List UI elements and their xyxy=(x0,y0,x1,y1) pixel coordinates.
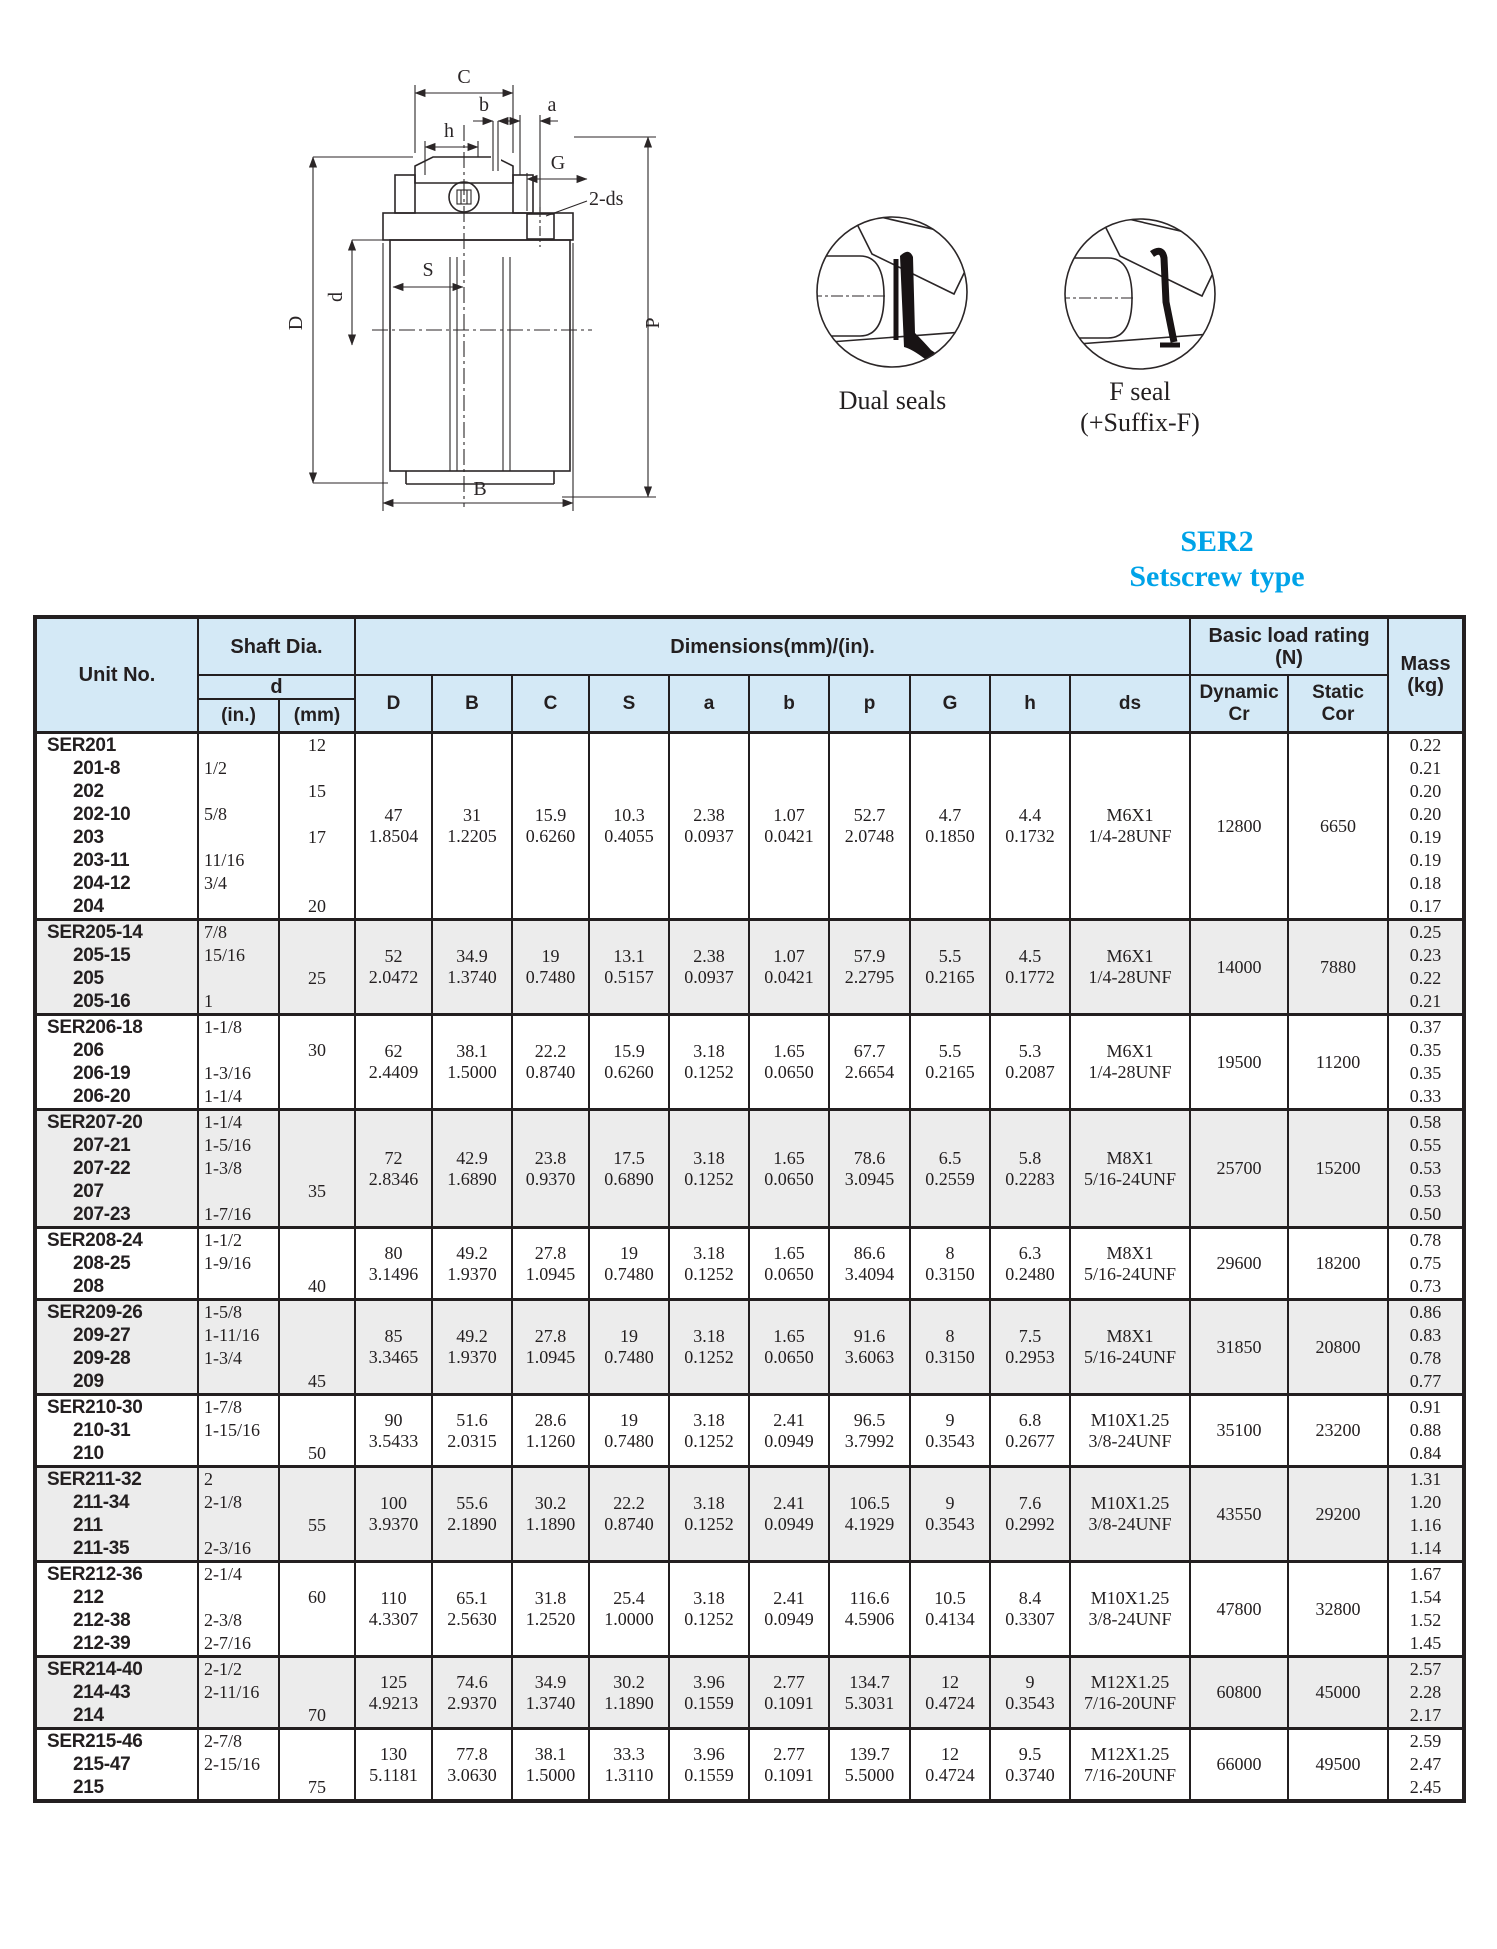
dual-seals-detail xyxy=(812,212,972,372)
header-col-B: B xyxy=(432,675,512,733)
dim-G-cell: 12 0.4724 xyxy=(910,1729,990,1802)
shaft-dia-mm-cell: 25 xyxy=(279,920,355,1015)
dim-a-cell: 3.18 0.1252 xyxy=(669,1562,749,1657)
f-seal-caption-line1: F seal xyxy=(1109,377,1171,406)
dim-p-cell: 106.5 4.1929 xyxy=(829,1467,910,1562)
dim-b-cell: 1.07 0.0421 xyxy=(749,733,829,920)
dynamic-cr-cell: 12800 xyxy=(1190,733,1288,920)
dim-S-cell: 33.3 1.3110 xyxy=(589,1729,669,1802)
dual-seals-caption: Dual seals xyxy=(838,386,947,415)
dim-p-cell: 52.7 2.0748 xyxy=(829,733,910,920)
header-mass-line1: Mass xyxy=(1400,653,1451,675)
dim-C-cell: 23.8 0.9370 xyxy=(512,1110,589,1228)
dim-B-cell: 49.2 1.9370 xyxy=(432,1228,512,1300)
mass-cell: 0.78 0.75 0.73 xyxy=(1388,1228,1464,1300)
header-in: (in.) xyxy=(198,699,279,733)
dim-G-cell: 12 0.4724 xyxy=(910,1657,990,1729)
dim-h-cell: 6.3 0.2480 xyxy=(990,1228,1070,1300)
dim-p-cell: 116.6 4.5906 xyxy=(829,1562,910,1657)
dim-h-cell: 8.4 0.3307 xyxy=(990,1562,1070,1657)
mass-cell: 0.91 0.88 0.84 xyxy=(1388,1395,1464,1467)
header-static-cor xyxy=(1288,675,1388,733)
dim-G-cell: 9 0.3543 xyxy=(910,1467,990,1562)
dim-ds-cell: M8X1 5/16-24UNF xyxy=(1070,1300,1190,1395)
dim-p-cell: 57.9 2.2795 xyxy=(829,920,910,1015)
unit-no-cell: SER208-24 208-25 208 xyxy=(35,1228,198,1300)
dim-label-c: C xyxy=(457,66,471,88)
dim-label-D: D xyxy=(285,315,307,331)
dim-B-cell: 38.1 1.5000 xyxy=(432,1015,512,1110)
dim-C-cell: 27.8 1.0945 xyxy=(512,1228,589,1300)
table-row xyxy=(35,1110,1464,1228)
dim-C-cell: 38.1 1.5000 xyxy=(512,1729,589,1802)
shaft xyxy=(390,240,570,471)
dim-S-cell: 25.4 1.0000 xyxy=(589,1562,669,1657)
dim-label-g: G xyxy=(550,152,566,174)
dim-h-cell: 9.5 0.3740 xyxy=(990,1729,1070,1802)
dim-a-cell: 3.18 0.1252 xyxy=(669,1467,749,1562)
header-dynamic-cr xyxy=(1190,675,1288,733)
shaft-dia-in-cell: 1-7/8 1-15/16 xyxy=(198,1395,279,1467)
dim-b-cell: 1.65 0.0650 xyxy=(749,1015,829,1110)
table-row xyxy=(35,1395,1464,1467)
dim-h-cell: 5.8 0.2283 xyxy=(990,1110,1070,1228)
header-mass-line2: (kg) xyxy=(1407,675,1444,697)
dynamic-cr-cell: 19500 xyxy=(1190,1015,1288,1110)
shaft-dia-mm-cell: 75 xyxy=(279,1729,355,1802)
dim-b-cell: 2.41 0.0949 xyxy=(749,1562,829,1657)
dim-a-cell: 3.96 0.1559 xyxy=(669,1657,749,1729)
dim-ds-cell: M6X1 1/4-28UNF xyxy=(1070,920,1190,1015)
dim-G-cell: 5.5 0.2165 xyxy=(910,920,990,1015)
collar-band xyxy=(383,213,573,240)
dim-S-cell: 19 0.7480 xyxy=(589,1300,669,1395)
dim-S-cell: 17.5 0.6890 xyxy=(589,1110,669,1228)
dim-b-cell: 1.65 0.0650 xyxy=(749,1228,829,1300)
dim-p-cell: 139.7 5.5000 xyxy=(829,1729,910,1802)
dim-a-cell: 3.18 0.1252 xyxy=(669,1110,749,1228)
shaft-dia-mm-cell: 30 xyxy=(279,1015,355,1110)
header-dynamic-line2: Cr xyxy=(1228,703,1250,725)
dim-C-cell: 28.6 1.1260 xyxy=(512,1395,589,1467)
dim-ds-cell: M8X1 5/16-24UNF xyxy=(1070,1110,1190,1228)
dim-label-2ds: 2-ds xyxy=(589,188,624,210)
dim-B-cell: 34.9 1.3740 xyxy=(432,920,512,1015)
shaft-dia-in-cell: 2-1/2 2-11/16 xyxy=(198,1657,279,1729)
dim-B-cell: 55.6 2.1890 xyxy=(432,1467,512,1562)
static-cor-cell: 20800 xyxy=(1288,1300,1388,1395)
dim-b-cell: 2.41 0.0949 xyxy=(749,1395,829,1467)
spec-table-header xyxy=(35,617,1464,733)
shaft-dia-mm-cell: 55 xyxy=(279,1467,355,1562)
shaft-dia-mm-cell: 50 xyxy=(279,1395,355,1467)
dim-D-cell: 110 4.3307 xyxy=(355,1562,432,1657)
shaft-dia-in-cell: 2 2-1/8 2-3/16 xyxy=(198,1467,279,1562)
dim-D-cell: 47 1.8504 xyxy=(355,733,432,920)
header-col-h: h xyxy=(990,675,1070,733)
mass-cell: 1.67 1.54 1.52 1.45 xyxy=(1388,1562,1464,1657)
dim-S-cell: 13.1 0.5157 xyxy=(589,920,669,1015)
dim-b-cell: 1.65 0.0650 xyxy=(749,1300,829,1395)
mass-cell: 0.86 0.83 0.78 0.77 xyxy=(1388,1300,1464,1395)
header-col-b: b xyxy=(749,675,829,733)
mass-cell: 0.58 0.55 0.53 0.53 0.50 xyxy=(1388,1110,1464,1228)
dim-label-a: a xyxy=(547,94,557,116)
f-seal-caption xyxy=(1040,376,1240,438)
dim-ds-cell: M12X1.25 7/16-20UNF xyxy=(1070,1729,1190,1802)
dim-ds-cell: M12X1.25 7/16-20UNF xyxy=(1070,1657,1190,1729)
dim-B-cell: 31 1.2205 xyxy=(432,733,512,920)
static-cor-cell: 32800 xyxy=(1288,1562,1388,1657)
dim-S-cell: 22.2 0.8740 xyxy=(589,1467,669,1562)
header-col-G: G xyxy=(910,675,990,733)
dim-D-cell: 80 3.1496 xyxy=(355,1228,432,1300)
table-row xyxy=(35,1729,1464,1802)
dim-S-cell: 19 0.7480 xyxy=(589,1228,669,1300)
dim-p-cell: 78.6 3.0945 xyxy=(829,1110,910,1228)
unit-no-cell: SER214-40 214-43 214 xyxy=(35,1657,198,1729)
dim-a-cell: 3.18 0.1252 xyxy=(669,1395,749,1467)
series-type: Setscrew type xyxy=(1129,560,1305,593)
header-col-S: S xyxy=(589,675,669,733)
series-headline xyxy=(1092,524,1342,594)
series-name: SER2 xyxy=(1180,525,1254,558)
table-row xyxy=(35,1015,1464,1110)
dim-B-cell: 51.6 2.0315 xyxy=(432,1395,512,1467)
dim-h-cell: 6.8 0.2677 xyxy=(990,1395,1070,1467)
dim-ds-cell: M10X1.25 3/8-24UNF xyxy=(1070,1467,1190,1562)
header-dynamic-line1: Dynamic xyxy=(1199,681,1279,703)
table-row xyxy=(35,920,1464,1015)
dim-S-cell: 30.2 1.1890 xyxy=(589,1657,669,1729)
header-static-line1: Static xyxy=(1312,681,1364,703)
table-row xyxy=(35,1467,1464,1562)
dim-p-cell: 134.7 5.3031 xyxy=(829,1657,910,1729)
shaft-dia-mm-cell: 40 xyxy=(279,1228,355,1300)
header-d: d xyxy=(198,675,355,699)
shaft-dia-in-cell: 1-1/8 1-3/16 1-1/4 xyxy=(198,1015,279,1110)
shaft-dia-in-cell: 1/2 5/8 11/16 3/4 xyxy=(198,733,279,920)
shaft-dia-in-cell: 1-5/8 1-11/16 1-3/4 xyxy=(198,1300,279,1395)
static-cor-cell: 18200 xyxy=(1288,1228,1388,1300)
header-col-a: a xyxy=(669,675,749,733)
inner-ring-right xyxy=(513,175,533,213)
dim-B-cell: 74.6 2.9370 xyxy=(432,1657,512,1729)
dim-S-cell: 10.3 0.4055 xyxy=(589,733,669,920)
header-static-line2: Cor xyxy=(1321,703,1355,725)
mass-cell: 0.22 0.21 0.20 0.20 0.19 0.19 0.18 0.17 xyxy=(1388,733,1464,920)
table-row xyxy=(35,1300,1464,1395)
spec-table-body xyxy=(35,733,1464,1802)
dim-G-cell: 8 0.3150 xyxy=(910,1228,990,1300)
dim-C-cell: 27.8 1.0945 xyxy=(512,1300,589,1395)
header-dimensions: Dimensions(mm)/(in). xyxy=(355,617,1190,675)
unit-no-cell: SER207-20 207-21 207-22 207 207-23 xyxy=(35,1110,198,1228)
dim-S-cell: 15.9 0.6260 xyxy=(589,1015,669,1110)
header-col-p: p xyxy=(829,675,910,733)
table-row xyxy=(35,733,1464,920)
shaft-dia-in-cell: 2-7/8 2-15/16 xyxy=(198,1729,279,1802)
dynamic-cr-cell: 43550 xyxy=(1190,1467,1288,1562)
dim-b-cell: 2.77 0.1091 xyxy=(749,1657,829,1729)
dynamic-cr-cell: 25700 xyxy=(1190,1110,1288,1228)
static-cor-cell: 11200 xyxy=(1288,1015,1388,1110)
dim-b-cell: 2.41 0.0949 xyxy=(749,1467,829,1562)
dynamic-cr-cell: 14000 xyxy=(1190,920,1288,1015)
dim-label-b: b xyxy=(479,94,489,116)
mass-cell: 2.59 2.47 2.45 xyxy=(1388,1729,1464,1802)
dim-a-cell: 3.18 0.1252 xyxy=(669,1015,749,1110)
dim-p-cell: 96.5 3.7992 xyxy=(829,1395,910,1467)
shaft-dia-mm-cell: 45 xyxy=(279,1300,355,1395)
inner-ring-left xyxy=(395,175,415,213)
dim-p-cell: 67.7 2.6654 xyxy=(829,1015,910,1110)
table-row xyxy=(35,1228,1464,1300)
dim-B-cell: 49.2 1.9370 xyxy=(432,1300,512,1395)
header-mass xyxy=(1388,617,1464,733)
dim-a-cell: 3.96 0.1559 xyxy=(669,1729,749,1802)
dim-D-cell: 125 4.9213 xyxy=(355,1657,432,1729)
dim-h-cell: 5.3 0.2087 xyxy=(990,1015,1070,1110)
unit-no-cell: SER206-18 206 206-19 206-20 xyxy=(35,1015,198,1110)
header-basic-load-line2: (N) xyxy=(1275,646,1303,669)
unit-no-cell: SER209-26 209-27 209-28 209 xyxy=(35,1300,198,1395)
dim-S-cell: 19 0.7480 xyxy=(589,1395,669,1467)
dim-C-cell: 31.8 1.2520 xyxy=(512,1562,589,1657)
spec-table xyxy=(33,615,1466,1803)
f-seal-detail xyxy=(1060,214,1220,374)
static-cor-cell: 6650 xyxy=(1288,733,1388,920)
header-basic-load-line1: Basic load rating xyxy=(1208,624,1370,647)
dynamic-cr-cell: 60800 xyxy=(1190,1657,1288,1729)
unit-no-cell: SER210-30 210-31 210 xyxy=(35,1395,198,1467)
dim-C-cell: 22.2 0.8740 xyxy=(512,1015,589,1110)
dim-D-cell: 100 3.9370 xyxy=(355,1467,432,1562)
dynamic-cr-cell: 31850 xyxy=(1190,1300,1288,1395)
table-row xyxy=(35,1562,1464,1657)
header-mm: (mm) xyxy=(279,699,355,733)
dim-ds-cell: M8X1 5/16-24UNF xyxy=(1070,1228,1190,1300)
dim-G-cell: 9 0.3543 xyxy=(910,1395,990,1467)
dim-D-cell: 72 2.8346 xyxy=(355,1110,432,1228)
dim-h-cell: 7.5 0.2953 xyxy=(990,1300,1070,1395)
dim-G-cell: 10.5 0.4134 xyxy=(910,1562,990,1657)
shaft-dia-mm-cell: 70 xyxy=(279,1657,355,1729)
dim-ds-cell: M10X1.25 3/8-24UNF xyxy=(1070,1395,1190,1467)
shaft-dia-in-cell: 7/8 15/16 1 xyxy=(198,920,279,1015)
dim-a-cell: 3.18 0.1252 xyxy=(669,1300,749,1395)
dim-label-s: S xyxy=(422,259,434,281)
dim-ds-cell: M10X1.25 3/8-24UNF xyxy=(1070,1562,1190,1657)
table-row xyxy=(35,1657,1464,1729)
dim-p-cell: 86.6 3.4094 xyxy=(829,1228,910,1300)
bearing-cross-section-diagram xyxy=(150,25,710,570)
static-cor-cell: 45000 xyxy=(1288,1657,1388,1729)
shaft-dia-in-cell: 1-1/4 1-5/16 1-3/8 1-7/16 xyxy=(198,1110,279,1228)
mass-cell: 2.57 2.28 2.17 xyxy=(1388,1657,1464,1729)
dim-a-cell: 2.38 0.0937 xyxy=(669,733,749,920)
dynamic-cr-cell: 29600 xyxy=(1190,1228,1288,1300)
static-cor-cell: 15200 xyxy=(1288,1110,1388,1228)
dim-D-cell: 85 3.3465 xyxy=(355,1300,432,1395)
dim-h-cell: 4.4 0.1732 xyxy=(990,733,1070,920)
mass-cell: 1.31 1.20 1.16 1.14 xyxy=(1388,1467,1464,1562)
unit-no-cell: SER211-32 211-34 211 211-35 xyxy=(35,1467,198,1562)
dim-ds-cell: M6X1 1/4-28UNF xyxy=(1070,733,1190,920)
shaft-dia-mm-cell: 35 xyxy=(279,1110,355,1228)
mass-cell: 0.25 0.23 0.22 0.21 xyxy=(1388,920,1464,1015)
unit-no-cell: SER201 201-8 202 202-10 203 203-11 204-12 204 xyxy=(35,733,198,920)
dynamic-cr-cell: 66000 xyxy=(1190,1729,1288,1802)
static-cor-cell: 29200 xyxy=(1288,1467,1388,1562)
shaft-dia-in-cell: 2-1/4 2-3/8 2-7/16 xyxy=(198,1562,279,1657)
dim-C-cell: 30.2 1.1890 xyxy=(512,1467,589,1562)
dim-b-cell: 1.65 0.0650 xyxy=(749,1110,829,1228)
dim-D-cell: 62 2.4409 xyxy=(355,1015,432,1110)
dynamic-cr-cell: 47800 xyxy=(1190,1562,1288,1657)
dim-G-cell: 6.5 0.2559 xyxy=(910,1110,990,1228)
header-shaft-dia: Shaft Dia. xyxy=(198,617,355,675)
dim-a-cell: 3.18 0.1252 xyxy=(669,1228,749,1300)
dim-b-cell: 2.77 0.1091 xyxy=(749,1729,829,1802)
dim-label-B: B xyxy=(473,478,487,500)
unit-no-cell: SER215-46 215-47 215 xyxy=(35,1729,198,1802)
dim-h-cell: 7.6 0.2992 xyxy=(990,1467,1070,1562)
f-seal-caption-line2: (+Suffix-F) xyxy=(1080,408,1200,437)
static-cor-cell: 49500 xyxy=(1288,1729,1388,1802)
shaft-dia-mm-cell: 60 xyxy=(279,1562,355,1657)
shaft-dia-in-cell: 1-1/2 1-9/16 xyxy=(198,1228,279,1300)
unit-no-cell: SER212-36 212 212-38 212-39 xyxy=(35,1562,198,1657)
shaft-dia-mm-cell: 12 15 17 20 xyxy=(279,733,355,920)
dim-label-P: P xyxy=(642,317,664,329)
dim-h-cell: 4.5 0.1772 xyxy=(990,920,1070,1015)
dim-b-cell: 1.07 0.0421 xyxy=(749,920,829,1015)
dim-C-cell: 15.9 0.6260 xyxy=(512,733,589,920)
dim-h-cell: 9 0.3543 xyxy=(990,1657,1070,1729)
dim-B-cell: 65.1 2.5630 xyxy=(432,1562,512,1657)
static-cor-cell: 7880 xyxy=(1288,920,1388,1015)
dim-G-cell: 4.7 0.1850 xyxy=(910,733,990,920)
header-col-ds: ds xyxy=(1070,675,1190,733)
dim-D-cell: 52 2.0472 xyxy=(355,920,432,1015)
dim-D-cell: 130 5.1181 xyxy=(355,1729,432,1802)
header-unit-no: Unit No. xyxy=(35,617,198,733)
static-cor-cell: 23200 xyxy=(1288,1395,1388,1467)
dim-C-cell: 34.9 1.3740 xyxy=(512,1657,589,1729)
dim-G-cell: 5.5 0.2165 xyxy=(910,1015,990,1110)
dim-G-cell: 8 0.3150 xyxy=(910,1300,990,1395)
header-col-C: C xyxy=(512,675,589,733)
dim-B-cell: 42.9 1.6890 xyxy=(432,1110,512,1228)
dim-D-cell: 90 3.5433 xyxy=(355,1395,432,1467)
dim-B-cell: 77.8 3.0630 xyxy=(432,1729,512,1802)
dim-a-cell: 2.38 0.0937 xyxy=(669,920,749,1015)
header-col-D: D xyxy=(355,675,432,733)
mass-cell: 0.37 0.35 0.35 0.33 xyxy=(1388,1015,1464,1110)
header-basic-load xyxy=(1190,617,1388,675)
dim-label-h: h xyxy=(444,120,454,142)
dim-C-cell: 19 0.7480 xyxy=(512,920,589,1015)
dynamic-cr-cell: 35100 xyxy=(1190,1395,1288,1467)
dim-p-cell: 91.6 3.6063 xyxy=(829,1300,910,1395)
unit-no-cell: SER205-14 205-15 205 205-16 xyxy=(35,920,198,1015)
dim-label-d: d xyxy=(325,292,347,302)
dim-ds-cell: M6X1 1/4-28UNF xyxy=(1070,1015,1190,1110)
